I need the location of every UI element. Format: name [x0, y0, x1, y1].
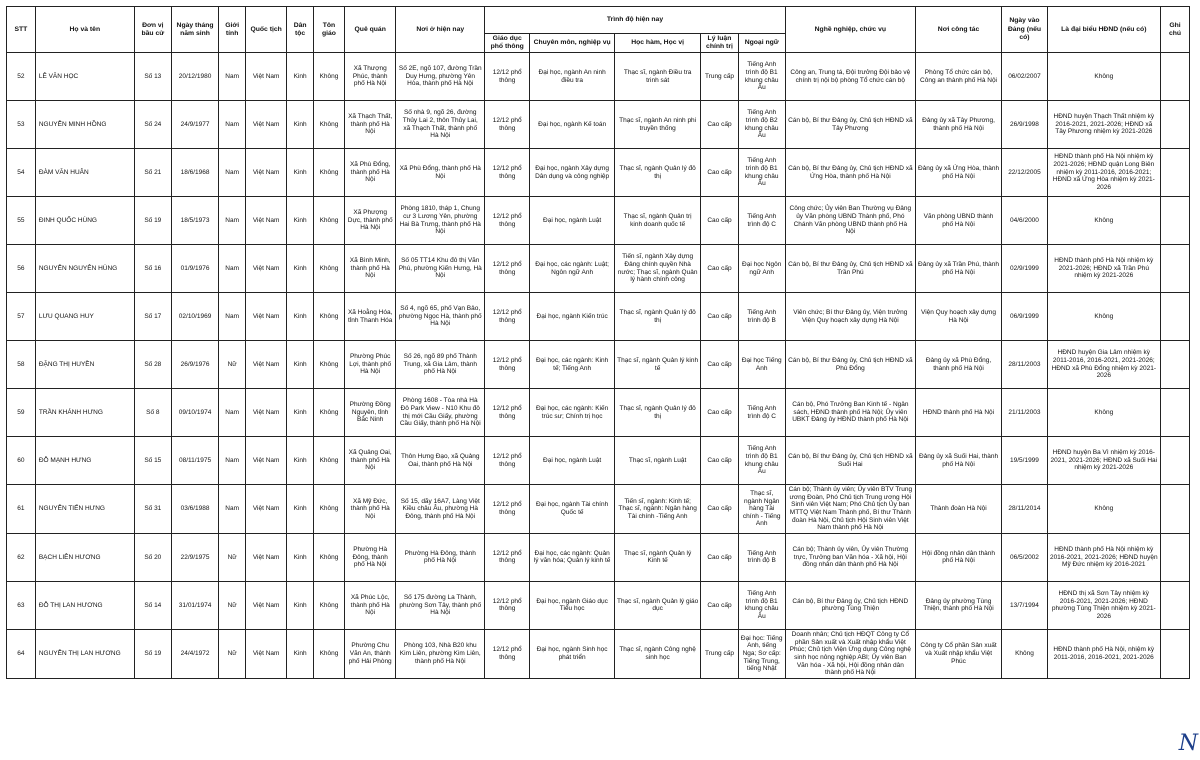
header-political: Lý luận chính trị	[701, 34, 738, 53]
cell-note	[1160, 581, 1189, 629]
cell-degree: Thạc sĩ, ngành Quản lý đô thị	[614, 149, 701, 197]
cell-nationality: Việt Nam	[246, 245, 287, 293]
cell-residence: Số 05 TT14 Khu đô thị Văn Phú, phường Kiến Hưng, Hà Nội	[396, 245, 485, 293]
cell-stt: 52	[7, 53, 36, 101]
cell-language: Tiếng Anh trình độ B1 khung châu Âu	[738, 581, 785, 629]
cell-nationality: Việt Nam	[246, 101, 287, 149]
cell-stt: 53	[7, 101, 36, 149]
cell-language: Tiếng Anh trình độ B1 khung châu Âu	[738, 437, 785, 485]
cell-language: Tiếng Anh trình độ B	[738, 533, 785, 581]
cell-name: LÊ VĂN HỌC	[35, 53, 134, 101]
cell-political: Cao cấp	[701, 533, 738, 581]
cell-hometown: Xã Mỹ Đức, thành phố Hà Nội	[344, 485, 396, 534]
cell-note	[1160, 53, 1189, 101]
header-degree: Học hàm, Học vị	[614, 34, 701, 53]
cell-stt: 58	[7, 341, 36, 389]
cell-political: Cao cấp	[701, 293, 738, 341]
header-professional: Chuyên môn, nghiệp vụ	[530, 34, 614, 53]
cell-note	[1160, 245, 1189, 293]
cell-ethnic: Kinh	[287, 149, 314, 197]
cell-name: ĐỖ MẠNH HƯNG	[35, 437, 134, 485]
cell-delegate: HĐND huyện Gia Lâm nhiệm kỳ 2011-2016, 2016-2021, 2021-2026; HĐND xã Phù Đổng nhiệm kỳ 2021-2026	[1047, 341, 1160, 389]
cell-unit: Số 15	[134, 437, 171, 485]
cell-religion: Không	[314, 341, 345, 389]
cell-unit: Số 16	[134, 245, 171, 293]
cell-political: Trung cấp	[701, 629, 738, 678]
cell-delegate: HĐND huyện Ba Vì nhiệm kỳ 2016-2021, 2021-2026; HĐND xã Suối Hai nhiệm kỳ 2021-2026	[1047, 437, 1160, 485]
table-header	[7, 7, 1190, 53]
cell-party-date: 28/11/2014	[1002, 485, 1047, 534]
cell-gender: Nam	[219, 149, 246, 197]
cell-party-date: 06/5/2002	[1002, 533, 1047, 581]
cell-dob: 24/4/1972	[171, 629, 218, 678]
cell-hometown: Xã Quảng Oai, thành phố Hà Nội	[344, 437, 396, 485]
cell-unit: Số 20	[134, 533, 171, 581]
cell-religion: Không	[314, 485, 345, 534]
cell-unit: Số 28	[134, 341, 171, 389]
cell-residence: Phòng 103, Nhà B20 khu Kim Liên, phường Kim Liên, thành phố Hà Nội	[396, 629, 485, 678]
cell-dob: 31/01/1974	[171, 581, 218, 629]
cell-gender: Nam	[219, 101, 246, 149]
table-row	[7, 629, 1190, 678]
cell-ethnic: Kinh	[287, 437, 314, 485]
cell-job: Cán bộ, Bí thư Đảng ủy, Chủ tịch HĐND phường Tùng Thiện	[785, 581, 915, 629]
table-row	[7, 293, 1190, 341]
cell-ethnic: Kinh	[287, 101, 314, 149]
cell-gender: Nam	[219, 53, 246, 101]
cell-residence: Số 15, dãy 16A7, Làng Việt Kiều châu Âu, phường Hà Đông, thành phố Hà Nội	[396, 485, 485, 534]
cell-religion: Không	[314, 533, 345, 581]
cell-professional: Đại học, ngành Tài chính Quốc tế	[530, 485, 614, 534]
cell-ethnic: Kinh	[287, 533, 314, 581]
cell-language: Tiếng Anh trình độ B1 khung châu Âu	[738, 149, 785, 197]
cell-nationality: Việt Nam	[246, 149, 287, 197]
cell-party-date: Không	[1002, 629, 1047, 678]
cell-hometown: Phường Đồng Nguyên, tỉnh Bắc Ninh	[344, 389, 396, 437]
cell-hometown: Xã Hoằng Hóa, tỉnh Thanh Hóa	[344, 293, 396, 341]
cell-hometown: Phường Phúc Lợi, thành phố Hà Nội	[344, 341, 396, 389]
header-delegate: Là đại biểu HĐND (nếu có)	[1047, 7, 1160, 53]
cell-note	[1160, 149, 1189, 197]
cell-party-date: 21/11/2003	[1002, 389, 1047, 437]
cell-workplace: Đảng ủy xã Phù Đổng, thành phố Hà Nội	[915, 341, 1002, 389]
cell-stt: 57	[7, 293, 36, 341]
cell-professional: Đại học, các ngành: Quản lý văn hóa; Quản lý kinh tế	[530, 533, 614, 581]
cell-degree: Thạc sĩ, ngành Luật	[614, 437, 701, 485]
cell-hometown: Xã Phúc Lộc, thành phố Hà Nội	[344, 581, 396, 629]
header-nationality: Quốc tịch	[246, 7, 287, 53]
cell-residence: Số 26, ngõ 89 phố Thành Trung, xã Gia Lâm, thành phố Hà Nội	[396, 341, 485, 389]
cell-political: Cao cấp	[701, 197, 738, 245]
header-hometown: Quê quán	[344, 7, 396, 53]
cell-stt: 56	[7, 245, 36, 293]
cell-gender: Nữ	[219, 533, 246, 581]
cell-professional: Đại học, ngành An ninh điều tra	[530, 53, 614, 101]
cell-delegate: HĐND thành phố Hà Nội, nhiệm kỳ 2011-2016, 2016-2021, 2021-2026	[1047, 629, 1160, 678]
cell-hometown: Xã Bình Minh, thành phố Hà Nội	[344, 245, 396, 293]
cell-party-date: 26/9/1998	[1002, 101, 1047, 149]
header-stt: STT	[7, 7, 36, 53]
cell-unit: Số 24	[134, 101, 171, 149]
cell-political: Cao cấp	[701, 581, 738, 629]
cell-unit: Số 17	[134, 293, 171, 341]
table-row	[7, 197, 1190, 245]
cell-dob: 03/6/1988	[171, 485, 218, 534]
cell-name: ĐẶNG THỊ HUYỀN	[35, 341, 134, 389]
header-religion: Tôn giáo	[314, 7, 345, 53]
cell-gender: Nam	[219, 245, 246, 293]
cell-party-date: 02/9/1999	[1002, 245, 1047, 293]
cell-general: 12/12 phổ thông	[485, 629, 530, 678]
cell-political: Trung cấp	[701, 53, 738, 101]
cell-workplace: Công ty Cổ phần Sản xuất và Xuất nhập khẩu Việt Phúc	[915, 629, 1002, 678]
cell-name: NGUYỄN THỊ LAN HƯƠNG	[35, 629, 134, 678]
cell-workplace: Đảng ủy xã Trần Phú, thành phố Hà Nội	[915, 245, 1002, 293]
header-unit: Đơn vị bầu cử	[134, 7, 171, 53]
cell-workplace: Đảng ủy xã Ứng Hòa, thành phố Hà Nội	[915, 149, 1002, 197]
header-dob: Ngày tháng năm sinh	[171, 7, 218, 53]
cell-language: Tiếng Anh trình độ B	[738, 293, 785, 341]
cell-political: Cao cấp	[701, 341, 738, 389]
cell-hometown: Xã Thạch Thất, thành phố Hà Nội	[344, 101, 396, 149]
table-row	[7, 341, 1190, 389]
cell-stt: 55	[7, 197, 36, 245]
cell-unit: Số 14	[134, 581, 171, 629]
cell-general: 12/12 phổ thông	[485, 581, 530, 629]
cell-language: Tiếng Anh trình độ B2 khung châu Âu	[738, 101, 785, 149]
cell-dob: 08/11/1975	[171, 437, 218, 485]
cell-stt: 60	[7, 437, 36, 485]
cell-name: ĐỖ THỊ LAN HƯƠNG	[35, 581, 134, 629]
cell-name: BẠCH LIÊN HƯƠNG	[35, 533, 134, 581]
cell-residence: Số 2E, ngõ 107, đường Trần Duy Hưng, phường Yên Hòa, thành phố Hà Nội	[396, 53, 485, 101]
cell-gender: Nữ	[219, 629, 246, 678]
cell-residence: Số 175 đường La Thành, phường Sơn Tây, thành phố Hà Nội	[396, 581, 485, 629]
cell-degree: Tiến sĩ, ngành Xây dựng Đảng chính quyền Nhà nước; Thạc sĩ, ngành Quản lý hành chính công	[614, 245, 701, 293]
cell-nationality: Việt Nam	[246, 437, 287, 485]
cell-stt: 61	[7, 485, 36, 534]
cell-political: Cao cấp	[701, 437, 738, 485]
cell-unit: Số 19	[134, 629, 171, 678]
header-party-date: Ngày vào Đảng (nếu có)	[1002, 7, 1047, 53]
cell-dob: 18/5/1973	[171, 197, 218, 245]
cell-ethnic: Kinh	[287, 389, 314, 437]
corner-mark: N	[1178, 731, 1198, 756]
cell-political: Cao cấp	[701, 149, 738, 197]
cell-dob: 02/10/1969	[171, 293, 218, 341]
cell-delegate: HĐND thành phố Hà Nội nhiệm kỳ 2021-2026; HĐND quận Long Biên nhiệm kỳ 2011-2016, 2016-2021; HĐND xã Ứng Hòa nhiệm kỳ 2021-2026	[1047, 149, 1160, 197]
cell-ethnic: Kinh	[287, 53, 314, 101]
cell-note	[1160, 629, 1189, 678]
cell-degree: Thạc sĩ, ngành Quản lý giáo dục	[614, 581, 701, 629]
cell-party-date: 13/7/1994	[1002, 581, 1047, 629]
cell-party-date: 06/02/2007	[1002, 53, 1047, 101]
table-row	[7, 245, 1190, 293]
cell-language: Tiếng Anh trình độ C	[738, 389, 785, 437]
cell-language: Đại học: Tiếng Anh, tiếng Nga; Sơ cấp: Tiếng Trung, tiếng Nhật	[738, 629, 785, 678]
header-note: Ghi chú	[1160, 7, 1189, 53]
cell-professional: Đại học, ngành Sinh học phát triển	[530, 629, 614, 678]
cell-professional: Đại học, ngành Xây dựng Dân dụng và công nghiệp	[530, 149, 614, 197]
table-row	[7, 437, 1190, 485]
cell-professional: Đại học, các ngành: Kinh tế; Tiếng Anh	[530, 341, 614, 389]
cell-job: Cán bộ; Thành ủy viên, Ủy viên Thường trực, Trưởng ban Văn hóa - Xã hội, Hội đồng nhân dân thành phố Hà Nội	[785, 533, 915, 581]
cell-job: Doanh nhân; Chủ tịch HĐQT Công ty Cổ phần Sản xuất và Xuất nhập khẩu Việt Phúc; Chủ tịch Viện Ứng dụng Công nghệ sinh học nông nghiệp ABI; Ủy viên Ban Văn hóa - Xã hội, Hội đồng nhân dân thành phố Hà Nội	[785, 629, 915, 678]
cell-note	[1160, 485, 1189, 534]
cell-note	[1160, 533, 1189, 581]
cell-delegate: HĐND thành phố Hà Nội nhiệm kỳ 2016-2021, 2021-2026; HĐND huyện Mỹ Đức nhiệm kỳ 2016-2021	[1047, 533, 1160, 581]
cell-residence: Phòng 1810, tháp 1, Chung cư 3 Lương Yên, phường Hai Bà Trưng, thành phố Hà Nội	[396, 197, 485, 245]
cell-professional: Đại học, ngành Kế toán	[530, 101, 614, 149]
cell-workplace: Đảng ủy xã Tây Phương, thành phố Hà Nội	[915, 101, 1002, 149]
cell-stt: 54	[7, 149, 36, 197]
cell-ethnic: Kinh	[287, 245, 314, 293]
cell-workplace: Đảng ủy phường Tùng Thiện, thành phố Hà Nội	[915, 581, 1002, 629]
cell-residence: Phòng 1608 - Tòa nhà Hà Đô Park View - N10 Khu đô thị mới Cầu Giấy, phường Cầu Giấy, thành phố Hà Nội	[396, 389, 485, 437]
cell-nationality: Việt Nam	[246, 197, 287, 245]
cell-nationality: Việt Nam	[246, 341, 287, 389]
cell-nationality: Việt Nam	[246, 533, 287, 581]
cell-delegate: HĐND huyện Thạch Thất nhiệm kỳ 2016-2021, 2021-2026; HĐND xã Tây Phương nhiệm kỳ 2021-2026	[1047, 101, 1160, 149]
header-general: Giáo dục phổ thông	[485, 34, 530, 53]
cell-ethnic: Kinh	[287, 293, 314, 341]
header-residence: Nơi ở hiện nay	[396, 7, 485, 53]
header-name: Họ và tên	[35, 7, 134, 53]
cell-job: Cán bộ; Thành ủy viên; Ủy viên BTV Trung ương Đoàn, Phó Chủ tịch Trung ương Hội Sinh viên Việt Nam; Phó Chủ tịch Ủy ban MTTQ Việt Nam Thành phố, Bí thư Thành đoàn Hà Nội, Chủ tịch Hội Sinh viên Việt Nam thành phố Hà Nội	[785, 485, 915, 534]
cell-hometown: Xã Phượng Dực, thành phố Hà Nội	[344, 197, 396, 245]
cell-nationality: Việt Nam	[246, 629, 287, 678]
header-language: Ngoại ngữ	[738, 34, 785, 53]
cell-nationality: Việt Nam	[246, 485, 287, 534]
cell-general: 12/12 phổ thông	[485, 101, 530, 149]
cell-professional: Đại học, các ngành: Kiến trúc sư; Chính trị học	[530, 389, 614, 437]
cell-note	[1160, 101, 1189, 149]
cell-residence: Số nhà 9, ngõ 26, đường Thủy Lai 2, thôn Thủy Lai, xã Thạch Thất, thành phố Hà Nội	[396, 101, 485, 149]
cell-degree: Thạc sĩ, ngành Quản lý Kinh tế	[614, 533, 701, 581]
cell-workplace: Thành đoàn Hà Nội	[915, 485, 1002, 534]
cell-general: 12/12 phổ thông	[485, 149, 530, 197]
cell-religion: Không	[314, 581, 345, 629]
header-workplace: Nơi công tác	[915, 7, 1002, 53]
cell-name: ĐINH QUỐC HÙNG	[35, 197, 134, 245]
cell-nationality: Việt Nam	[246, 389, 287, 437]
cell-professional: Đại học, ngành Luật	[530, 437, 614, 485]
cell-job: Cán bộ, Bí thư Đảng ủy, Chủ tịch HĐND xã Trần Phú	[785, 245, 915, 293]
cell-job: Cán bộ, Bí thư Đảng ủy, Chủ tịch HĐND xã Tây Phương	[785, 101, 915, 149]
cell-degree: Thạc sĩ, ngành An ninh phi truyền thống	[614, 101, 701, 149]
cell-degree: Tiến sĩ, ngành: Kinh tế; Thạc sĩ, ngành: Ngân hàng Tài chính -Tiếng Anh	[614, 485, 701, 534]
cell-general: 12/12 phổ thông	[485, 245, 530, 293]
cell-job: Công an, Trung tá, Đội trưởng Đội bảo vệ chính trị nội bộ phòng Tổ chức cán bộ	[785, 53, 915, 101]
cell-ethnic: Kinh	[287, 341, 314, 389]
cell-delegate: HĐND thị xã Sơn Tây nhiệm kỳ 2016-2021, 2021-2026; HĐND phường Tùng Thiện nhiệm kỳ 2021-2026	[1047, 581, 1160, 629]
cell-note	[1160, 293, 1189, 341]
cell-workplace: Đảng ủy xã Suối Hai, thành phố Hà Nội	[915, 437, 1002, 485]
cell-gender: Nam	[219, 197, 246, 245]
cell-language: Đại học Tiếng Anh	[738, 341, 785, 389]
candidate-list-sheet	[6, 6, 1190, 679]
cell-dob: 01/9/1976	[171, 245, 218, 293]
cell-job: Cán bộ, Bí thư Đảng ủy, Chủ tịch HĐND xã Phù Đổng	[785, 341, 915, 389]
cell-dob: 18/6/1968	[171, 149, 218, 197]
cell-name: ĐÀM VĂN HUÂN	[35, 149, 134, 197]
header-gender: Giới tính	[219, 7, 246, 53]
cell-nationality: Việt Nam	[246, 293, 287, 341]
cell-religion: Không	[314, 149, 345, 197]
cell-dob: 20/12/1980	[171, 53, 218, 101]
cell-dob: 26/9/1976	[171, 341, 218, 389]
cell-general: 12/12 phổ thông	[485, 53, 530, 101]
table-row	[7, 101, 1190, 149]
cell-political: Cao cấp	[701, 389, 738, 437]
cell-degree: Thạc sĩ, ngành Quản lý kinh tế	[614, 341, 701, 389]
cell-delegate: Không	[1047, 485, 1160, 534]
cell-job: Viên chức; Bí thư Đảng ủy, Viện trưởng Viện Quy hoạch xây dựng Hà Nội	[785, 293, 915, 341]
cell-gender: Nữ	[219, 581, 246, 629]
cell-party-date: 04/6/2000	[1002, 197, 1047, 245]
table-row	[7, 389, 1190, 437]
cell-party-date: 22/12/2005	[1002, 149, 1047, 197]
cell-unit: Số 31	[134, 485, 171, 534]
cell-note	[1160, 341, 1189, 389]
cell-language: Tiếng Anh trình độ C	[738, 197, 785, 245]
cell-professional: Đại học, ngành Luật	[530, 197, 614, 245]
cell-political: Cao cấp	[701, 485, 738, 534]
cell-degree: Thạc sĩ, ngành Quản lý đô thị	[614, 293, 701, 341]
cell-unit: Số 13	[134, 53, 171, 101]
cell-religion: Không	[314, 389, 345, 437]
cell-workplace: Văn phòng UBND thành phố Hà Nội	[915, 197, 1002, 245]
cell-stt: 62	[7, 533, 36, 581]
cell-residence: Phường Hà Đông, thành phố Hà Nội	[396, 533, 485, 581]
cell-workplace: Viện Quy hoạch xây dựng Hà Nội	[915, 293, 1002, 341]
cell-nationality: Việt Nam	[246, 581, 287, 629]
cell-gender: Nam	[219, 437, 246, 485]
cell-professional: Đại học, các ngành: Luật; Ngôn ngữ Anh	[530, 245, 614, 293]
cell-dob: 09/10/1974	[171, 389, 218, 437]
cell-party-date: 06/9/1999	[1002, 293, 1047, 341]
cell-hometown: Phường Chu Văn An, thành phố Hải Phòng	[344, 629, 396, 678]
cell-gender: Nam	[219, 293, 246, 341]
cell-party-date: 19/5/1999	[1002, 437, 1047, 485]
cell-delegate: Không	[1047, 293, 1160, 341]
cell-unit: Số 19	[134, 197, 171, 245]
cell-religion: Không	[314, 101, 345, 149]
cell-ethnic: Kinh	[287, 581, 314, 629]
table-row	[7, 53, 1190, 101]
cell-unit: Số 8	[134, 389, 171, 437]
cell-delegate: HĐND thành phố Hà Nội nhiệm kỳ 2021-2026; HĐND xã Trần Phú nhiệm kỳ 2021-2026	[1047, 245, 1160, 293]
cell-degree: Thạc sĩ, ngành Công nghệ sinh học	[614, 629, 701, 678]
cell-stt: 59	[7, 389, 36, 437]
cell-residence: Số 4, ngõ 65, phố Vạn Bảo, phường Ngọc Hà, thành phố Hà Nội	[396, 293, 485, 341]
header-education-group: Trình độ hiện nay	[485, 7, 786, 34]
cell-note	[1160, 389, 1189, 437]
cell-general: 12/12 phổ thông	[485, 389, 530, 437]
cell-language: Thạc sĩ, ngành Ngân hàng Tài chính - Tiếng Anh	[738, 485, 785, 534]
cell-name: NGUYỄN MINH HỒNG	[35, 101, 134, 149]
cell-political: Cao cấp	[701, 245, 738, 293]
cell-workplace: HĐND thành phố Hà Nội	[915, 389, 1002, 437]
cell-ethnic: Kinh	[287, 197, 314, 245]
cell-note	[1160, 197, 1189, 245]
cell-name: NGUYỄN TIẾN HƯNG	[35, 485, 134, 534]
cell-language: Tiếng Anh trình độ B1 khung châu Âu	[738, 53, 785, 101]
cell-gender: Nữ	[219, 341, 246, 389]
cell-gender: Nam	[219, 389, 246, 437]
table-row	[7, 149, 1190, 197]
cell-residence: Xã Phù Đổng, thành phố Hà Nội	[396, 149, 485, 197]
cell-general: 12/12 phổ thông	[485, 437, 530, 485]
cell-stt: 63	[7, 581, 36, 629]
cell-delegate: Không	[1047, 53, 1160, 101]
cell-general: 12/12 phổ thông	[485, 197, 530, 245]
cell-delegate: Không	[1047, 389, 1160, 437]
cell-hometown: Xã Thượng Phúc, thành phố Hà Nội	[344, 53, 396, 101]
cell-degree: Thạc sĩ, ngành Quản trị kinh doanh quốc tế	[614, 197, 701, 245]
cell-religion: Không	[314, 245, 345, 293]
cell-political: Cao cấp	[701, 101, 738, 149]
cell-general: 12/12 phổ thông	[485, 341, 530, 389]
header-job: Nghề nghiệp, chức vụ	[785, 7, 915, 53]
cell-job: Cán bộ, Bí thư Đảng ủy, Chủ tịch HĐND xã Ứng Hòa, thành phố Hà Nội	[785, 149, 915, 197]
cell-workplace: Phòng Tổ chức cán bộ, Công an thành phố Hà Nội	[915, 53, 1002, 101]
cell-stt: 64	[7, 629, 36, 678]
cell-unit: Số 21	[134, 149, 171, 197]
cell-ethnic: Kinh	[287, 485, 314, 534]
cell-note	[1160, 437, 1189, 485]
cell-general: 12/12 phổ thông	[485, 485, 530, 534]
cell-hometown: Phường Hà Đông, thành phố Hà Nội	[344, 533, 396, 581]
cell-job: Công chức; Ủy viên Ban Thường vụ Đảng ủy Văn phòng UBND Thành phố, Phó Chánh Văn phòng UBND thành phố Hà Nội	[785, 197, 915, 245]
cell-delegate: Không	[1047, 197, 1160, 245]
cell-party-date: 28/11/2003	[1002, 341, 1047, 389]
table-body	[7, 53, 1190, 679]
cell-religion: Không	[314, 437, 345, 485]
cell-religion: Không	[314, 629, 345, 678]
cell-job: Cán bộ, Phó Trưởng Ban Kinh tế - Ngân sách, HĐND thành phố Hà Nội; Ủy viên UBKT Đảng ủy HĐND thành phố Hà Nội	[785, 389, 915, 437]
cell-degree: Thạc sĩ, ngành Điều tra trinh sát	[614, 53, 701, 101]
cell-dob: 24/9/1977	[171, 101, 218, 149]
table-row	[7, 581, 1190, 629]
cell-religion: Không	[314, 293, 345, 341]
table-row	[7, 533, 1190, 581]
cell-hometown: Xã Phù Đổng, thành phố Hà Nội	[344, 149, 396, 197]
table-row	[7, 485, 1190, 534]
cell-dob: 22/9/1975	[171, 533, 218, 581]
cell-general: 12/12 phổ thông	[485, 293, 530, 341]
cell-degree: Thạc sĩ, ngành Quản lý đô thị	[614, 389, 701, 437]
cell-residence: Thôn Hưng Đạo, xã Quảng Oai, thành phố Hà Nội	[396, 437, 485, 485]
cell-gender: Nam	[219, 485, 246, 534]
header-ethnic: Dân tộc	[287, 7, 314, 53]
cell-professional: Đại học, ngành Kiến trúc	[530, 293, 614, 341]
cell-nationality: Việt Nam	[246, 53, 287, 101]
cell-job: Cán bộ, Bí thư Đảng ủy, Chủ tịch HĐND xã Suối Hai	[785, 437, 915, 485]
cell-general: 12/12 phổ thông	[485, 533, 530, 581]
cell-name: LƯU QUANG HUY	[35, 293, 134, 341]
cell-name: TRẦN KHÁNH HƯNG	[35, 389, 134, 437]
cell-ethnic: Kinh	[287, 629, 314, 678]
cell-religion: Không	[314, 53, 345, 101]
cell-language: Đại học Ngôn ngữ Anh	[738, 245, 785, 293]
cell-name: NGUYỄN NGUYÊN HÙNG	[35, 245, 134, 293]
candidate-table	[6, 6, 1190, 679]
cell-workplace: Hội đồng nhân dân thành phố Hà Nội	[915, 533, 1002, 581]
cell-professional: Đại học, ngành Giáo dục Tiểu học	[530, 581, 614, 629]
cell-religion: Không	[314, 197, 345, 245]
